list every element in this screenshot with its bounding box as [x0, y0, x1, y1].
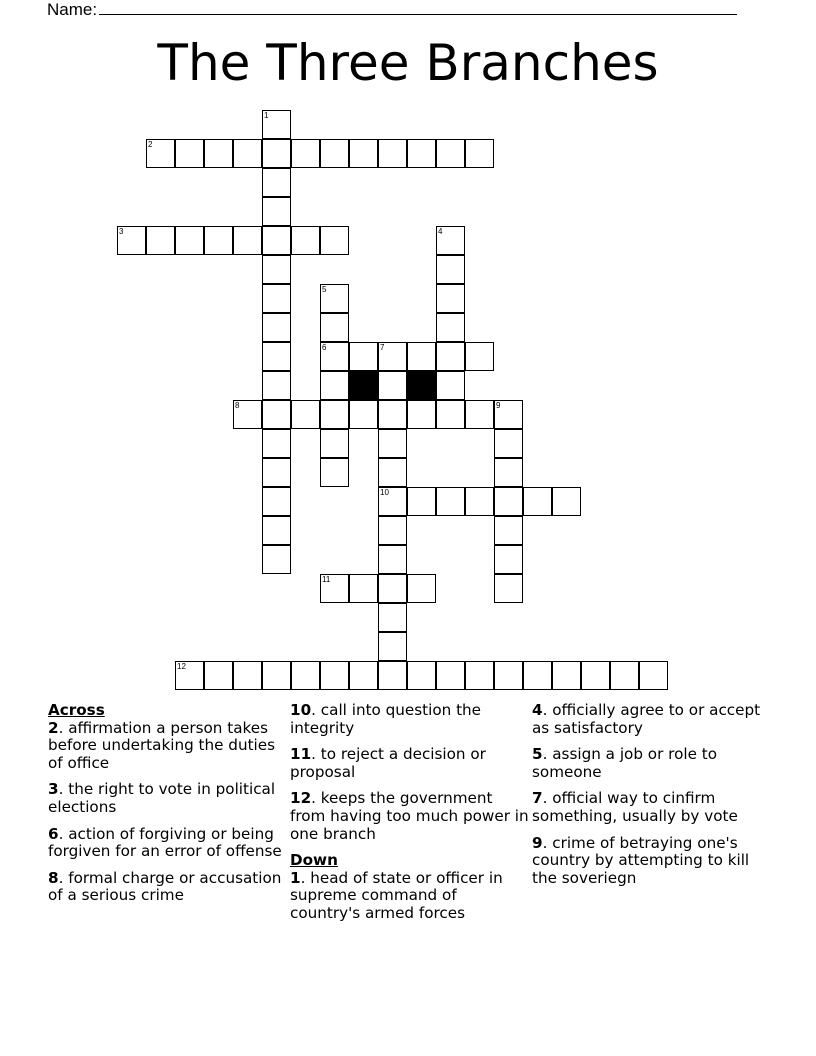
- grid-cell[interactable]: [465, 139, 494, 168]
- cell-number: 9: [496, 401, 501, 410]
- grid-cell[interactable]: [320, 284, 349, 313]
- grid-cell[interactable]: [349, 574, 378, 603]
- clue-across-10: 10. call into question the integrity: [290, 701, 482, 737]
- cell-number: 3: [119, 227, 124, 236]
- clue-across-8: 8. formal charge or accusation of a serious crime: [48, 868, 282, 905]
- grid-cell-blocked: [407, 371, 436, 400]
- grid-cell[interactable]: [378, 632, 407, 661]
- grid-cell[interactable]: [175, 661, 204, 690]
- grid-cell[interactable]: [465, 487, 494, 516]
- grid-cell[interactable]: [320, 313, 349, 342]
- grid-cell[interactable]: [349, 661, 378, 690]
- grid-cell[interactable]: [436, 255, 465, 284]
- grid-cell[interactable]: [233, 139, 262, 168]
- clue-down-1: 1. head of state or officer in supreme command of country's armed forces: [290, 868, 503, 922]
- grid-cell[interactable]: [436, 139, 465, 168]
- cell-number: 12: [177, 662, 186, 671]
- grid-cell[interactable]: [320, 400, 349, 429]
- grid-cell[interactable]: [175, 139, 204, 168]
- grid-cell[interactable]: [175, 226, 204, 255]
- grid-cell[interactable]: [320, 139, 349, 168]
- grid-cell[interactable]: [262, 313, 291, 342]
- grid-cell[interactable]: [523, 661, 552, 690]
- grid-cell[interactable]: [378, 139, 407, 168]
- grid-cell[interactable]: [407, 400, 436, 429]
- grid-cell[interactable]: [407, 342, 436, 371]
- grid-cell[interactable]: [378, 458, 407, 487]
- grid-cell[interactable]: [494, 487, 523, 516]
- grid-cell[interactable]: [436, 661, 465, 690]
- grid-cell[interactable]: [552, 487, 581, 516]
- grid-cell[interactable]: [378, 429, 407, 458]
- name-label: Name:: [47, 0, 98, 19]
- grid-cell[interactable]: [610, 661, 639, 690]
- grid-cell[interactable]: [262, 110, 291, 139]
- grid-cell[interactable]: [494, 458, 523, 487]
- grid-cell[interactable]: [378, 574, 407, 603]
- grid-cell[interactable]: [262, 516, 291, 545]
- grid-cell[interactable]: [407, 574, 436, 603]
- grid-cell[interactable]: [262, 487, 291, 516]
- grid-cell-blocked: [349, 371, 378, 400]
- grid-cell[interactable]: [639, 661, 668, 690]
- grid-cell[interactable]: [378, 342, 407, 371]
- grid-cell[interactable]: [146, 139, 175, 168]
- grid-cell[interactable]: [262, 661, 291, 690]
- grid-cell[interactable]: [378, 661, 407, 690]
- grid-cell[interactable]: [262, 429, 291, 458]
- grid-cell[interactable]: [349, 342, 378, 371]
- grid-cell[interactable]: [262, 545, 291, 574]
- grid-cell[interactable]: [465, 661, 494, 690]
- clue-down-7: 7. official way to cinfirm something, usually by vote: [532, 789, 738, 825]
- grid-cell[interactable]: [407, 139, 436, 168]
- grid-cell[interactable]: [581, 661, 610, 690]
- grid-cell[interactable]: [494, 429, 523, 458]
- grid-cell[interactable]: [436, 342, 465, 371]
- cell-number: 11: [322, 575, 331, 584]
- grid-cell[interactable]: [436, 284, 465, 313]
- grid-cell[interactable]: [378, 400, 407, 429]
- clue-across-3: 3. the right to vote in political elections: [48, 780, 276, 816]
- grid-cell[interactable]: [146, 226, 175, 255]
- clue-across-12: 12. keeps the government from having too much power in one branch: [290, 789, 529, 843]
- grid-cell[interactable]: [320, 574, 349, 603]
- grid-cell[interactable]: [291, 661, 320, 690]
- grid-cell[interactable]: [233, 400, 262, 429]
- grid-cell[interactable]: [320, 429, 349, 458]
- grid-cell[interactable]: [436, 226, 465, 255]
- grid-cell[interactable]: [465, 342, 494, 371]
- across-heading: Across: [48, 701, 105, 719]
- clue-down-4: 4. officially agree to or accept as satisfactory: [532, 701, 761, 737]
- grid-cell[interactable]: [262, 255, 291, 284]
- grid-cell[interactable]: [494, 545, 523, 574]
- grid-cell[interactable]: [436, 400, 465, 429]
- grid-cell[interactable]: [320, 226, 349, 255]
- grid-cell[interactable]: [320, 371, 349, 400]
- grid-cell[interactable]: [320, 661, 349, 690]
- cell-number: 10: [380, 488, 389, 497]
- cell-number: 1: [264, 111, 269, 120]
- grid-cell[interactable]: [262, 139, 291, 168]
- clue-across-11: 11. to reject a decision or proposal: [290, 745, 486, 781]
- grid-cell[interactable]: [262, 168, 291, 197]
- grid-cell[interactable]: [378, 487, 407, 516]
- grid-cell[interactable]: [291, 400, 320, 429]
- grid-cell[interactable]: [494, 661, 523, 690]
- grid-cell[interactable]: [262, 342, 291, 371]
- cell-number: 2: [148, 140, 153, 149]
- grid-cell[interactable]: [262, 226, 291, 255]
- grid-cell[interactable]: [378, 371, 407, 400]
- grid-cell[interactable]: [320, 458, 349, 487]
- page-title: The Three Branches: [157, 34, 659, 92]
- grid-cell[interactable]: [378, 603, 407, 632]
- clues-column-1: [48, 702, 288, 914]
- grid-cell[interactable]: [378, 545, 407, 574]
- clues-column-2: [290, 702, 530, 932]
- grid-cell[interactable]: [436, 487, 465, 516]
- grid-cell[interactable]: [494, 400, 523, 429]
- clue-down-9: 9. crime of betraying one's country by attempting to kill the soveriegn: [532, 833, 750, 887]
- grid-cell[interactable]: [262, 458, 291, 487]
- clues-column-3: [532, 702, 772, 896]
- grid-cell[interactable]: [465, 400, 494, 429]
- grid-cell[interactable]: [291, 226, 320, 255]
- grid-cell[interactable]: [523, 487, 552, 516]
- down-heading: Down: [290, 851, 338, 870]
- grid-cell[interactable]: [494, 516, 523, 545]
- cell-number: 7: [380, 343, 385, 352]
- clue-down-5: 5. assign a job or role to someone: [532, 745, 717, 781]
- cell-number: 5: [322, 285, 327, 294]
- grid-cell[interactable]: [204, 139, 233, 168]
- grid-cell[interactable]: [320, 342, 349, 371]
- grid-cell[interactable]: [407, 661, 436, 690]
- grid-cell[interactable]: [378, 516, 407, 545]
- grid-cell[interactable]: [291, 139, 320, 168]
- grid-cell[interactable]: [436, 313, 465, 342]
- grid-cell[interactable]: [204, 226, 233, 255]
- cell-number: 8: [235, 401, 240, 410]
- grid-cell[interactable]: [204, 661, 233, 690]
- grid-cell[interactable]: [349, 139, 378, 168]
- clue-across-6: 6. action of forgiving or being forgiven for an error of offense: [48, 824, 282, 861]
- grid-cell[interactable]: [233, 226, 262, 255]
- grid-cell[interactable]: [552, 661, 581, 690]
- grid-cell[interactable]: [262, 371, 291, 400]
- grid-cell[interactable]: [117, 226, 146, 255]
- clue-across-2: 2. affirmation a person takes before undertaking the duties of office: [48, 718, 276, 772]
- grid-cell[interactable]: [494, 574, 523, 603]
- grid-cell[interactable]: [262, 400, 291, 429]
- cell-number: 4: [438, 227, 443, 236]
- grid-cell[interactable]: [436, 371, 465, 400]
- grid-cell[interactable]: [349, 400, 378, 429]
- grid-cell[interactable]: [407, 487, 436, 516]
- grid-cell[interactable]: [262, 284, 291, 313]
- grid-cell[interactable]: [262, 197, 291, 226]
- grid-cell[interactable]: [233, 661, 262, 690]
- cell-number: 6: [322, 343, 327, 352]
